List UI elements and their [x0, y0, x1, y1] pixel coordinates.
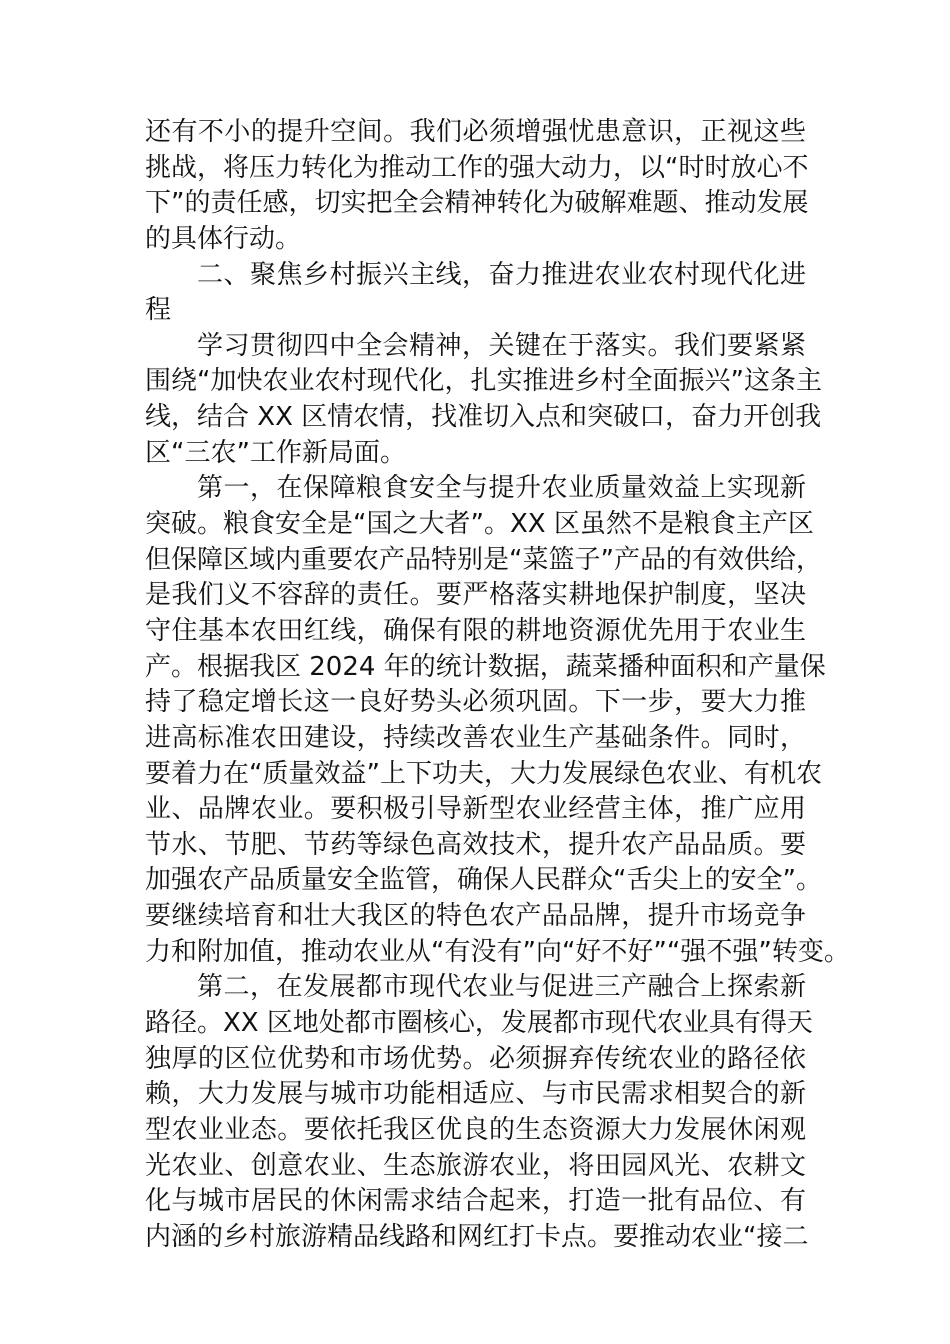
text-line: 区“三农”工作新局面。 [145, 437, 406, 468]
text-line: 是我们义不容辞的责任。要严格落实耕地保护制度，坚决 [145, 580, 806, 611]
document-page-body [145, 115, 850, 1256]
text-line: 程 [145, 295, 172, 326]
text-line: 第一，在保障粮食安全与提升农业质量效益上实现新 [197, 473, 806, 504]
text-line: 化与城市居民的休闲需求结合起来，打造一批有品位、有 [145, 1186, 806, 1217]
text-line: 光农业、创意农业、生态旅游农业，将田园风光、农耕文 [145, 1150, 806, 1181]
text-line: 挑战，将压力转化为推动工作的强大动力，以“时时放心不 [145, 152, 809, 183]
text-line: 业、品牌农业。要积极引导新型农业经营主体，推广应用 [145, 794, 806, 825]
text-line: 要着力在“质量效益”上下功夫，大力发展绿色农业、有机农 [145, 758, 822, 789]
text-line: 下”的责任感，切实把全会精神转化为破解难题、推动发展 [145, 188, 809, 219]
text-line: 独厚的区位优势和市场优势。必须摒弃传统农业的路径依 [145, 1043, 806, 1074]
text-line: 赖，大力发展与城市功能相适应、与市民需求相契合的新 [145, 1079, 806, 1110]
text-line: 节水、节肥、节药等绿色高效技术，提升农产品品质。要 [145, 829, 806, 860]
text-line: 内涵的乡村旅游精品线路和网红打卡点。要推动农业“接二 [145, 1221, 809, 1252]
text-line: 型农业业态。要依托我区优良的生态资源大力发展休闲观 [145, 1114, 806, 1145]
paragraph [145, 329, 822, 472]
text-line: 要继续培育和壮大我区的特色农产品品牌，提升市场竞争 [145, 901, 806, 932]
text-line: 力和附加值，推动农业从“有没有”向“好不好”“强不强”转变。 [145, 936, 850, 967]
text-line: 线，结合 XX 区情农情，找准切入点和突破口，奋力开创我 [145, 402, 822, 433]
text-line: 加强农产品质量安全监管，确保人民群众“舌尖上的安全”。 [145, 865, 822, 896]
text-line: 持了稳定增长这一良好势头必须巩固。下一步，要大力推 [145, 687, 806, 718]
text-line: 的具体行动。 [145, 223, 302, 254]
text-line: 还有不小的提升空间。我们必须增强忧患意识，正视这些 [145, 117, 806, 147]
text-line: 守住基本农田红线，确保有限的耕地资源优先用于农业生 [145, 615, 806, 646]
text-line: 学习贯彻四中全会精神，关键在于落实。我们要紧紧 [197, 330, 806, 361]
text-line: 进高标准农田建设，持续改善农业生产基础条件。同时， [145, 722, 806, 753]
paragraph [145, 970, 813, 1255]
text-line: 第二，在发展都市现代农业与促进三产融合上探索新 [197, 972, 806, 1003]
text-line: 二、聚焦乡村振兴主线，奋力推进农业农村现代化进 [197, 259, 806, 290]
text-line: 路径。XX 区地处都市圈核心，发展都市现代农业具有得天 [145, 1008, 813, 1039]
text-line: 突破。粮食安全是“国之大者”。XX 区虽然不是粮食主产区 [145, 509, 814, 540]
text-line: 围绕“加快农业农村现代化，扎实推进乡村全面振兴”这条主 [145, 366, 822, 397]
section-heading [145, 258, 806, 329]
text-line: 产。根据我区 2024 年的统计数据，蔬菜播种面积和产量保 [145, 651, 826, 682]
text-line: 但保障区域内重要农产品特别是“菜篮子”产品的有效供给， [145, 544, 822, 575]
paragraph [145, 115, 809, 258]
paragraph [145, 471, 850, 970]
